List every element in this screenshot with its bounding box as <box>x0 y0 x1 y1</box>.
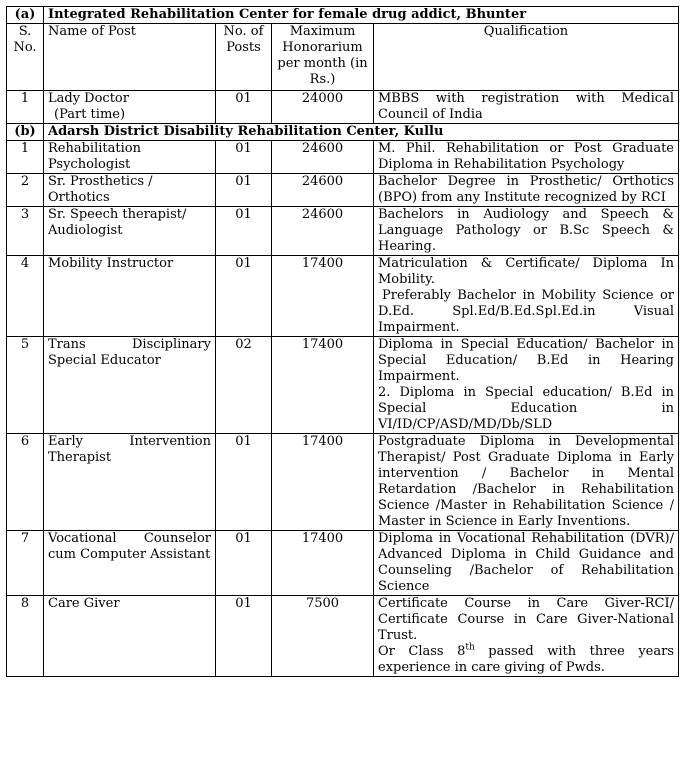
row-post-name: Vocational Counselor cum Computer Assistant <box>44 531 216 596</box>
row-qualification: Diploma in Vocational Rehabilitation (DVR)/ Advanced Diploma in Child Guidance and Counseling /Bachelor of Rehabilitation Science <box>374 531 679 596</box>
row-qualification <box>374 596 679 677</box>
table-row <box>7 91 679 124</box>
table-row <box>7 141 679 174</box>
row-honorarium: 7500 <box>272 596 374 677</box>
qualification-part-2: 2. Diploma in Special education/ B.Ed in Special Education in VI/ID/CP/ASD/MD/Db/SLD <box>378 385 674 432</box>
row-posts: 01 <box>216 434 272 531</box>
row-honorarium: 17400 <box>272 434 374 531</box>
header-sno: S. No. <box>7 24 44 91</box>
post-name-text: Lady Doctor <box>48 91 129 106</box>
row-qualification: MBBS with registration with Medical Council of India <box>374 91 679 124</box>
row-post-name: Sr. Speech therapist/ Audiologist <box>44 207 216 256</box>
row-posts: 01 <box>216 207 272 256</box>
row-qualification <box>374 337 679 434</box>
row-sno: 4 <box>7 256 44 337</box>
row-honorarium: 24600 <box>272 141 374 174</box>
row-honorarium: 17400 <box>272 256 374 337</box>
row-posts: 02 <box>216 337 272 434</box>
row-posts: 01 <box>216 91 272 124</box>
ordinal-suffix: th <box>465 642 475 653</box>
table-row <box>7 256 679 337</box>
row-honorarium: 24000 <box>272 91 374 124</box>
row-posts: 01 <box>216 141 272 174</box>
qualification-part-1: Diploma in Special Education/ Bachelor in Special Education/ B.Ed in Hearing Impairment. <box>378 337 674 384</box>
row-post-name: Rehabilitation Psychologist <box>44 141 216 174</box>
row-qualification: Bachelors in Audiology and Speech & Language Pathology or B.Sc Speech & Hearing. <box>374 207 679 256</box>
qualification-part-2: Preferably Bachelor in Mobility Science or D.Ed. Spl.Ed/B.Ed.Spl.Ed.in Visual Impairment. <box>378 288 674 335</box>
row-posts: 01 <box>216 596 272 677</box>
section-b-row <box>7 124 679 141</box>
qualification-part-1: Certificate Course in Care Giver-RCI/ Certificate Course in Care Giver-National Trust. <box>378 596 674 643</box>
row-sno: 6 <box>7 434 44 531</box>
qualification-part-2 <box>378 644 674 676</box>
header-posts: No. of Posts <box>216 24 272 91</box>
row-qualification: Postgraduate Diploma in Developmental Therapist/ Post Graduate Diploma in Early intervention / Bachelor in Mental Retardation /Bachelor in Rehabilitation Science /Master in Rehabilitation Science / Master in Science in Early Inventions. <box>374 434 679 531</box>
row-sno: 1 <box>7 141 44 174</box>
row-sno: 5 <box>7 337 44 434</box>
row-honorarium: 24600 <box>272 174 374 207</box>
row-sno: 1 <box>7 91 44 124</box>
row-posts: 01 <box>216 174 272 207</box>
row-sno: 7 <box>7 531 44 596</box>
table-row <box>7 434 679 531</box>
row-post-name: Mobility Instructor <box>44 256 216 337</box>
row-sno: 2 <box>7 174 44 207</box>
table-row <box>7 337 679 434</box>
row-posts: 01 <box>216 531 272 596</box>
table-row <box>7 596 679 677</box>
recruitment-table-document <box>6 6 679 677</box>
row-honorarium: 17400 <box>272 531 374 596</box>
row-post-name: Sr. Prosthetics / Orthotics <box>44 174 216 207</box>
section-a-title: Integrated Rehabilitation Center for female drug addict, Bhunter <box>44 7 679 24</box>
table-row <box>7 207 679 256</box>
row-post-name: Early Intervention Therapist <box>44 434 216 531</box>
section-b-title: Adarsh District Disability Rehabilitation Center, Kullu <box>44 124 679 141</box>
table-row <box>7 531 679 596</box>
row-qualification: Bachelor Degree in Prosthetic/ Orthotics (BPO) from any Institute recognized by RCI <box>374 174 679 207</box>
post-name-note: (Part time) <box>54 107 126 122</box>
row-sno: 3 <box>7 207 44 256</box>
row-qualification: M. Phil. Rehabilitation or Post Graduate Diploma in Rehabilitation Psychology <box>374 141 679 174</box>
section-b-label: (b) <box>7 124 44 141</box>
table-header-row <box>7 24 679 91</box>
row-post-name <box>44 91 216 124</box>
row-honorarium: 17400 <box>272 337 374 434</box>
header-name: Name of Post <box>44 24 216 91</box>
header-honorarium: Maximum Honorarium per month (in Rs.) <box>272 24 374 91</box>
section-a-row <box>7 7 679 24</box>
posts-table <box>6 6 679 677</box>
row-post-name: Trans Disciplinary Special Educator <box>44 337 216 434</box>
section-a-label: (a) <box>7 7 44 24</box>
table-row <box>7 174 679 207</box>
header-qualification: Qualification <box>374 24 679 91</box>
qualification-part-2b: passed with three years experience in care giving of Pwds. <box>378 644 674 675</box>
qualification-part-1: Matriculation & Certificate/ Diploma In Mobility. <box>378 256 674 287</box>
row-qualification <box>374 256 679 337</box>
qualification-part-2a: Or Class 8 <box>378 644 466 659</box>
row-honorarium: 24600 <box>272 207 374 256</box>
row-post-name: Care Giver <box>44 596 216 677</box>
row-posts: 01 <box>216 256 272 337</box>
row-sno: 8 <box>7 596 44 677</box>
